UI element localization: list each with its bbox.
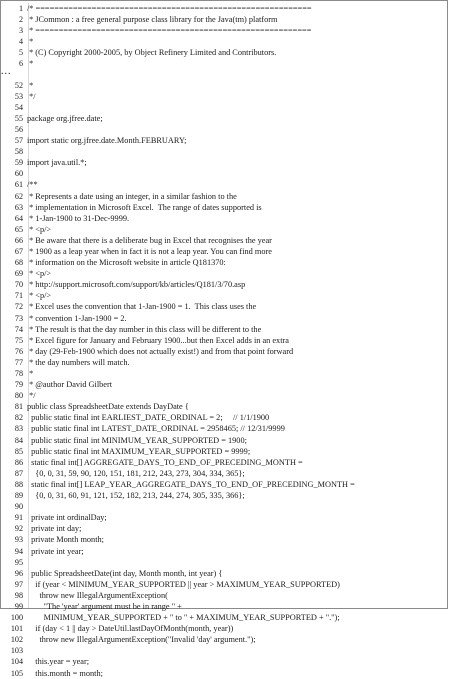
code-text: private int day; bbox=[27, 524, 82, 534]
line-number: 60 bbox=[14, 169, 23, 179]
code-line bbox=[1, 179, 449, 190]
line-number: 54 bbox=[14, 102, 23, 112]
code-text: * <p/> bbox=[27, 269, 52, 279]
code-line bbox=[1, 401, 449, 412]
code-line bbox=[1, 501, 449, 512]
code-text: */ bbox=[27, 391, 36, 401]
code-text: private int ordinalDay; bbox=[27, 513, 107, 523]
code-line bbox=[1, 279, 449, 290]
line-number: 83 bbox=[14, 424, 23, 434]
code-text: * bbox=[27, 59, 34, 69]
code-text: public static final int EARLIEST_DATE_ORDINAL = 2; // 1/1/1900 bbox=[27, 413, 270, 423]
code-line bbox=[1, 335, 449, 346]
code-line bbox=[1, 290, 449, 301]
code-line bbox=[1, 36, 449, 47]
code-text: * <p/> bbox=[27, 291, 52, 301]
ellipsis-text: ... bbox=[1, 65, 12, 77]
code-text: * Represents a date using an integer, in a similar fashion to the bbox=[27, 191, 237, 201]
code-line bbox=[1, 3, 449, 14]
code-line bbox=[1, 568, 449, 579]
code-text: * <p/> bbox=[27, 224, 52, 234]
line-number: 89 bbox=[14, 491, 23, 501]
line-number: 66 bbox=[14, 235, 23, 245]
code-text: * bbox=[27, 37, 34, 47]
code-text: this.month = month; bbox=[27, 668, 103, 678]
code-line bbox=[1, 423, 449, 434]
code-text: import static org.jfree.date.Month.FEBRUARY; bbox=[27, 136, 187, 146]
line-number: 78 bbox=[14, 369, 23, 378]
code-text: * (C) Copyright 2000-2005, by Object Refinery Limited and Contributors. bbox=[27, 48, 277, 58]
line-number: 81 bbox=[14, 402, 23, 412]
line-number: 61 bbox=[14, 180, 23, 190]
line-number: 84 bbox=[14, 435, 23, 445]
code-line bbox=[1, 135, 449, 146]
line-number: 76 bbox=[14, 346, 23, 356]
line-number: 90 bbox=[14, 502, 23, 512]
code-line bbox=[1, 557, 449, 568]
code-line bbox=[1, 523, 449, 534]
code-line bbox=[1, 390, 449, 401]
code-line bbox=[1, 479, 449, 490]
line-number: 6 bbox=[18, 59, 23, 69]
line-number: 71 bbox=[14, 291, 23, 301]
code-text: public class SpreadsheetDate extends DayDate { bbox=[27, 402, 189, 412]
code-line bbox=[1, 301, 449, 312]
code-text: * day (29-Feb-1900 which does not actually exist!) and from that point forward bbox=[27, 346, 294, 356]
code-text: public SpreadsheetDate(int day, Month month, int year) { bbox=[27, 568, 223, 578]
code-text: * 1900 as a leap year when in fact it is not a leap year. You can find more bbox=[27, 246, 272, 256]
code-text bbox=[27, 501, 449, 512]
code-line bbox=[1, 58, 449, 69]
line-number: 79 bbox=[14, 380, 23, 390]
line-number: 52 bbox=[14, 80, 23, 90]
code-line bbox=[1, 579, 449, 590]
code-text: public static final int MAXIMUM_YEAR_SUPPORTED = 9999; bbox=[27, 446, 251, 456]
code-text: * convention 1-Jan-1900 = 2. bbox=[27, 313, 127, 323]
code-text bbox=[27, 124, 449, 135]
line-number: 65 bbox=[14, 224, 23, 234]
line-number: 64 bbox=[14, 213, 23, 223]
code-text: * implementation in Microsoft Excel. The range of dates supported is bbox=[27, 202, 262, 212]
line-number: 57 bbox=[14, 136, 23, 146]
line-number: 58 bbox=[14, 147, 23, 157]
code-text bbox=[27, 146, 449, 157]
line-number: 102 bbox=[10, 635, 23, 645]
line-number: 94 bbox=[14, 546, 23, 556]
line-number: 80 bbox=[14, 391, 23, 401]
code-text: * The result is that the day number in this class will be different to the bbox=[27, 324, 262, 334]
code-line bbox=[1, 490, 449, 501]
code-line bbox=[1, 168, 449, 179]
code-text: this.year = year; bbox=[27, 657, 90, 667]
code-text: * =========================================================== bbox=[27, 26, 312, 36]
line-number: 59 bbox=[14, 158, 23, 168]
code-block-body bbox=[1, 80, 449, 679]
code-line bbox=[1, 534, 449, 545]
code-text: throw new IllegalArgumentException("Invalid 'day' argument."); bbox=[27, 635, 256, 645]
line-number: 1 bbox=[18, 4, 23, 13]
code-text: {0, 0, 31, 59, 90, 120, 151, 181, 212, 243, 273, 304, 334, 365}; bbox=[27, 468, 245, 478]
code-lines bbox=[1, 3, 449, 679]
line-number: 82 bbox=[14, 413, 23, 423]
line-number: 93 bbox=[14, 535, 23, 545]
code-line bbox=[1, 379, 449, 390]
line-number: 75 bbox=[14, 335, 23, 345]
code-text bbox=[27, 168, 449, 179]
code-text: MINIMUM_YEAR_SUPPORTED + " to " + MAXIMUM_YEAR_SUPPORTED + "."); bbox=[27, 613, 340, 623]
line-number: 100 bbox=[10, 613, 23, 623]
code-text: private int year; bbox=[27, 546, 84, 556]
code-line bbox=[1, 435, 449, 446]
line-number: 67 bbox=[14, 246, 23, 256]
line-number: 73 bbox=[14, 313, 23, 323]
code-text: static final int[] AGGREGATE_DAYS_TO_END_OF_PRECEDING_MONTH = bbox=[27, 457, 303, 467]
code-text: * Excel figure for January and February 1900...but then Excel adds in an extra bbox=[27, 335, 289, 345]
code-line bbox=[1, 645, 449, 656]
line-number: 99 bbox=[14, 601, 23, 611]
code-line bbox=[1, 246, 449, 257]
line-number: 74 bbox=[14, 324, 23, 334]
line-number: 98 bbox=[14, 590, 23, 600]
code-line bbox=[1, 313, 449, 324]
code-text: * @author David Gilbert bbox=[27, 380, 113, 390]
code-line bbox=[1, 357, 449, 368]
code-text: {0, 0, 31, 60, 91, 121, 152, 182, 213, 244, 274, 305, 335, 366}; bbox=[27, 491, 245, 501]
code-text: import java.util.*; bbox=[27, 158, 87, 168]
code-line bbox=[1, 546, 449, 557]
code-text: * Excel uses the convention that 1-Jan-1900 = 1. This class uses the bbox=[27, 302, 257, 312]
code-line bbox=[1, 14, 449, 25]
line-number: 4 bbox=[18, 37, 23, 47]
code-text: * bbox=[27, 369, 34, 378]
code-line bbox=[1, 512, 449, 523]
code-text: * information on the Microsoft website in article Q181370: bbox=[27, 258, 226, 268]
code-text: throw new IllegalArgumentException( bbox=[27, 590, 168, 600]
line-number: 103 bbox=[10, 646, 23, 656]
line-number: 105 bbox=[10, 668, 23, 678]
code-line bbox=[1, 80, 449, 91]
code-text: * bbox=[27, 80, 34, 90]
code-line bbox=[1, 157, 449, 168]
line-number: 77 bbox=[14, 357, 23, 367]
code-text: "The 'year' argument must be in range " + bbox=[27, 601, 182, 611]
code-line bbox=[1, 124, 449, 135]
code-line bbox=[1, 590, 449, 601]
code-line bbox=[1, 668, 449, 679]
line-number: 62 bbox=[14, 191, 23, 201]
code-line bbox=[1, 191, 449, 202]
code-text: * Be aware that there is a deliberate bug in Excel that recognises the year bbox=[27, 235, 272, 245]
line-number: 88 bbox=[14, 479, 23, 489]
line-number: 55 bbox=[14, 113, 23, 123]
line-number: 69 bbox=[14, 269, 23, 279]
code-line bbox=[1, 656, 449, 667]
code-line bbox=[1, 268, 449, 279]
code-text: * 1-Jan-1900 to 31-Dec-9999. bbox=[27, 213, 130, 223]
line-number: 101 bbox=[10, 624, 23, 634]
line-number: 91 bbox=[14, 513, 23, 523]
line-number: 97 bbox=[14, 579, 23, 589]
code-line bbox=[1, 446, 449, 457]
code-line bbox=[1, 324, 449, 335]
code-line bbox=[1, 235, 449, 246]
line-number: 104 bbox=[10, 657, 23, 667]
code-line bbox=[1, 146, 449, 157]
line-number: 95 bbox=[14, 557, 23, 567]
code-text bbox=[27, 645, 449, 656]
code-text: package org.jfree.date; bbox=[27, 113, 103, 123]
code-text: * http://support.microsoft.com/support/kb/articles/Q181/3/70.asp bbox=[27, 280, 246, 290]
code-line bbox=[1, 91, 449, 102]
code-text: */ bbox=[27, 91, 36, 101]
code-text: static final int[] LEAP_YEAR_AGGREGATE_DAYS_TO_END_OF_PRECEDING_MONTH = bbox=[27, 479, 355, 489]
code-text: if (day < 1 || day > DateUtil.lastDayOfMonth(month, year)) bbox=[27, 624, 234, 634]
code-line bbox=[1, 202, 449, 213]
line-number: 53 bbox=[14, 91, 23, 101]
code-line bbox=[1, 47, 449, 58]
code-text: if (year < MINIMUM_YEAR_SUPPORTED || year > MAXIMUM_YEAR_SUPPORTED) bbox=[27, 579, 340, 589]
line-number: 56 bbox=[14, 124, 23, 134]
line-number: 70 bbox=[14, 280, 23, 290]
code-block-header bbox=[1, 3, 449, 70]
code-line bbox=[1, 346, 449, 357]
line-number: 92 bbox=[14, 524, 23, 534]
line-number: 68 bbox=[14, 258, 23, 268]
code-line bbox=[1, 368, 449, 379]
code-text: private Month month; bbox=[27, 535, 104, 545]
code-text: * the day numbers will match. bbox=[27, 357, 130, 367]
code-line bbox=[1, 623, 449, 634]
line-number: 96 bbox=[14, 568, 23, 578]
line-number: 5 bbox=[18, 48, 23, 58]
code-text bbox=[27, 102, 449, 113]
code-line bbox=[1, 468, 449, 479]
line-number: 63 bbox=[14, 202, 23, 212]
code-line bbox=[1, 102, 449, 113]
line-number: 3 bbox=[18, 26, 23, 36]
code-line bbox=[1, 257, 449, 268]
code-text: public static final int LATEST_DATE_ORDINAL = 2958465; // 12/31/9999 bbox=[27, 424, 285, 434]
line-number: 87 bbox=[14, 468, 23, 478]
code-line bbox=[1, 457, 449, 468]
line-number: 86 bbox=[14, 457, 23, 467]
code-line bbox=[1, 601, 449, 612]
line-number: 2 bbox=[18, 15, 23, 25]
code-text: public static final int MINIMUM_YEAR_SUPPORTED = 1900; bbox=[27, 435, 247, 445]
code-line bbox=[1, 634, 449, 645]
code-text bbox=[27, 557, 449, 568]
code-text: /** bbox=[27, 180, 38, 190]
line-number: 85 bbox=[14, 446, 23, 456]
code-text: /* =========================================================== bbox=[27, 4, 312, 13]
line-number: 72 bbox=[14, 302, 23, 312]
code-line bbox=[1, 25, 449, 36]
code-line bbox=[1, 213, 449, 224]
code-line bbox=[1, 412, 449, 423]
omitted-lines-marker bbox=[1, 65, 449, 80]
code-line bbox=[1, 224, 449, 235]
code-line bbox=[1, 113, 449, 124]
code-text: * JCommon : a free general purpose class library for the Java(tm) platform bbox=[27, 15, 278, 25]
code-line bbox=[1, 612, 449, 623]
